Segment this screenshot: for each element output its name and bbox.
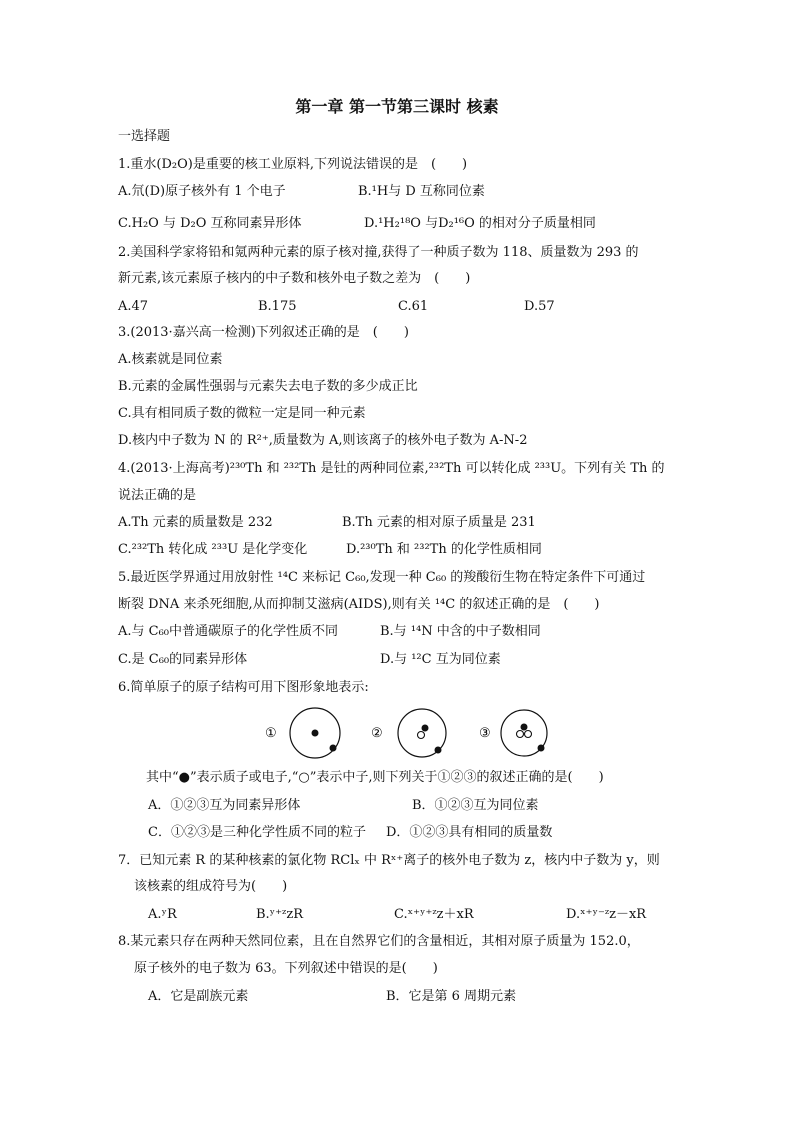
question-2-stem-line2: 新元素,该元素原子核内的中子数和核外电子数之差为 ( ) xyxy=(118,271,471,286)
atom-2-proton xyxy=(422,725,429,732)
question-3-option-d: D.核内中子数为 N 的 R²⁺,质量数为 A,则该离子的核外电子数为 A-N-2 xyxy=(118,433,528,448)
atom-3-label: ③ xyxy=(479,726,491,741)
question-6-stem: 6.简单原子的原子结构可用下图形象地表示: xyxy=(118,680,369,695)
question-7-option-a: A.ʸR xyxy=(148,907,177,922)
atom-1-proton xyxy=(312,730,319,737)
question-8-stem-line2: 原子核外的电子数为 63。下列叙述中错误的是( ) xyxy=(134,961,438,976)
question-5-option-d: D.与 ¹²C 互为同位素 xyxy=(380,652,501,667)
atom-3-proton xyxy=(521,724,528,731)
question-3-stem: 3.(2013·嘉兴高一检测)下列叙述正确的是 ( ) xyxy=(118,325,409,340)
question-2-option-a: A.47 xyxy=(118,299,149,314)
question-4-option-d: D.²³⁰Th 和 ²³²Th 的化学性质相同 xyxy=(346,542,542,557)
question-5-option-c: C.是 C₆₀的同素异形体 xyxy=(118,652,248,667)
question-2-option-c: C.61 xyxy=(398,299,429,314)
question-7-option-b: B.ʸ⁺ᶻzR xyxy=(256,907,303,922)
question-7-option-d: D.ˣ⁺ʸ⁻ᶻz－xR xyxy=(566,907,647,922)
question-5-option-a: A.与 C₆₀中普通碳原子的化学性质不同 xyxy=(118,624,339,639)
question-2-option-b: B.175 xyxy=(258,299,297,314)
question-4-option-b: B.Th 元素的相对原子质量是 231 xyxy=(342,515,536,530)
question-6-option-c: C．①②③是三种化学性质不同的粒子 xyxy=(148,825,366,840)
atom-1-label: ① xyxy=(265,726,277,741)
question-8-option-a: A．它是副族元素 xyxy=(148,989,249,1004)
atom-3-neutron-1 xyxy=(517,731,524,738)
page-title: 第一章 第一节第三课时 核素 xyxy=(295,97,499,116)
question-4-option-a: A.Th 元素的质量数是 232 xyxy=(118,515,273,530)
atom-1-electron xyxy=(330,745,337,752)
question-6-option-a: A．①②③互为同素异形体 xyxy=(148,798,301,813)
atom-3-neutron-2 xyxy=(525,731,532,738)
atom-diagrams-svg xyxy=(260,706,560,766)
question-5-stem-line1: 5.最近医学界通过用放射性 ¹⁴C 来标记 C₆₀,发现一种 C₆₀ 的羧酸衍生物在特定条件下可通过 xyxy=(118,570,646,585)
question-7-option-c: C.ˣ⁺ʸ⁺ᶻz＋xR xyxy=(394,907,474,922)
question-4-stem-line2: 说法正确的是 xyxy=(118,488,197,503)
question-6-stem-line2: 其中“●”表示质子或电子,“○”表示中子,则下列关于①②③的叙述正确的是( ) xyxy=(146,770,604,785)
question-1-option-d: D.¹H₂¹⁸O 与D₂¹⁶O 的相对分子质量相同 xyxy=(364,216,596,231)
question-1-option-c: C.H₂O 与 D₂O 互称同素异形体 xyxy=(118,216,302,231)
question-7-stem-line2: 该核素的组成符号为( ) xyxy=(134,879,288,894)
section-heading: 一选择题 xyxy=(118,129,171,144)
question-5-stem-line2: 断裂 DNA 来杀死细胞,从而抑制艾滋病(AIDS),则有关 ¹⁴C 的叙述正确的是 ( ) xyxy=(118,597,600,612)
question-3-option-c: C.具有相同质子数的微粒一定是同一种元素 xyxy=(118,406,366,421)
atom-3-electron xyxy=(538,745,545,752)
question-4-option-c: C.²³²Th 转化成 ²³³U 是化学变化 xyxy=(118,542,308,557)
question-6-option-b: B．①②③互为同位素 xyxy=(412,798,539,813)
question-5-option-b: B.与 ¹⁴N 中含的中子数相同 xyxy=(380,624,541,639)
question-7-stem-line1: 7．已知元素 R 的某种核素的氯化物 RClₓ 中 Rˣ⁺离子的核外电子数为 z，核内中子数为 y，则 xyxy=(118,853,660,868)
atom-2-electron xyxy=(435,747,442,754)
question-4-stem-line1: 4.(2013·上海高考)²³⁰Th 和 ²³²Th 是钍的两种同位素,²³²Th 可以转化成 ²³³U。下列有关 Th 的 xyxy=(118,461,665,476)
question-6-option-d: D．①②③具有相同的质量数 xyxy=(386,825,553,840)
question-3-option-a: A.核素就是同位素 xyxy=(118,352,223,367)
question-1-option-a: A.氘(D)原子核外有 1 个电子 xyxy=(118,184,286,199)
question-2-option-d: D.57 xyxy=(524,299,555,314)
question-1-option-b: B.¹H与 D 互称同位素 xyxy=(358,184,485,199)
question-8-stem-line1: 8.某元素只存在两种天然同位素，且在自然界它们的含量相近，其相对原子质量为 152.0， xyxy=(118,934,640,949)
atom-structure-diagrams xyxy=(260,706,560,766)
question-8-option-b: B．它是第 6 周期元素 xyxy=(386,989,517,1004)
question-3-option-b: B.元素的金属性强弱与元素失去电子数的多少成正比 xyxy=(118,379,418,394)
question-1-stem: 1.重水(D₂O)是重要的核工业原料,下列说法错误的是 ( ) xyxy=(118,157,468,172)
atom-2-neutron xyxy=(418,732,425,739)
question-2-stem-line1: 2.美国科学家将铅和氪两种元素的原子核对撞,获得了一种质子数为 118、质量数为 293 的 xyxy=(118,245,639,260)
atom-2-label: ② xyxy=(371,726,383,741)
